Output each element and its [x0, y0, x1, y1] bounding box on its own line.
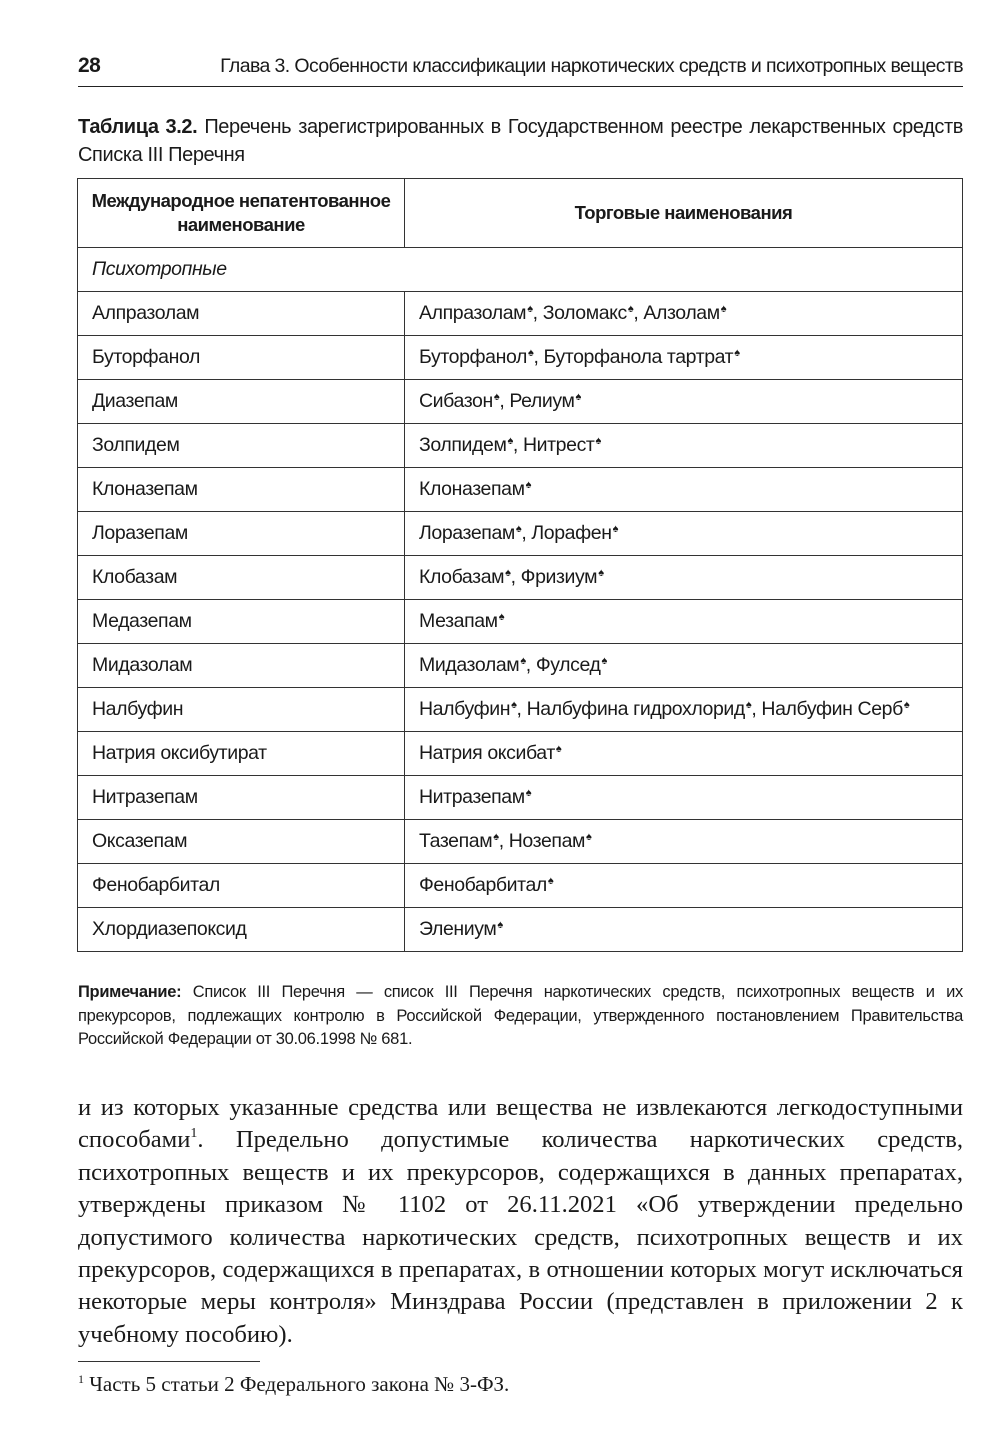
spade-marker-icon: ♠	[720, 303, 727, 315]
note-text: Список III Перечня — список III Перечня наркотических средств, психотропных веществ и их прекурсоров, подлежащих контролю в Российской Федерации, утвержденного постановлением Правительства Российской Федерации от 30.06.1998 № 681.	[78, 983, 963, 1048]
footnote	[78, 1370, 963, 1398]
inn-cell: Налбуфин	[78, 688, 405, 732]
table-row	[78, 776, 963, 820]
trade-names-cell: Алпразолам♠, Золомакс♠, Алзолам♠	[405, 292, 963, 336]
group-label: Психотропные	[78, 248, 963, 292]
trade-name: Золомакс	[542, 302, 627, 324]
spade-marker-icon: ♠	[598, 567, 604, 579]
trade-name: Фризиум	[520, 566, 598, 588]
spade-marker-icon: ♠	[515, 523, 522, 535]
inn-cell: Мидазолам	[78, 644, 405, 688]
trade-name: Натрия оксибат	[419, 742, 555, 764]
spade-marker-icon: ♠	[595, 435, 601, 447]
trade-names-cell	[405, 776, 963, 820]
inn-cell: Клоназепам	[78, 468, 405, 512]
table-row	[78, 688, 963, 732]
page-number: 28	[78, 54, 101, 77]
inn-cell: Буторфанол	[78, 336, 405, 380]
spade-marker-icon: ♠	[575, 391, 581, 403]
inn-cell: Оксазепам	[78, 820, 405, 864]
spade-marker-icon: ♠	[520, 655, 526, 667]
body-text-part1: и из которых указанные средства или вещества не извлекаются легкодоступными способами	[78, 1094, 963, 1154]
table-row	[78, 336, 963, 380]
trade-name: Налбуфина гидрохлорид	[526, 698, 745, 720]
trade-name: Нитразепам	[419, 786, 525, 808]
table-header-row	[78, 179, 963, 248]
trade-name: Налбуфин Серб	[761, 698, 903, 720]
trade-name: Буторфанола тартрат	[543, 346, 734, 368]
trade-name: Нозепам	[508, 830, 586, 852]
note-label: Примечание:	[78, 983, 182, 1001]
trade-name: Нитрест	[522, 434, 595, 456]
trade-names-cell	[405, 864, 963, 908]
spade-marker-icon: ♠	[493, 831, 499, 843]
trade-name: Фулсед	[535, 654, 601, 676]
trade-name: Золпидем	[419, 434, 507, 456]
trade-name: Фенобарбитал	[419, 874, 547, 896]
group-row	[78, 248, 963, 292]
table-row	[78, 380, 963, 424]
col-header-inn: Международное непатентованное наименование	[78, 179, 405, 248]
inn-cell: Медазепам	[78, 600, 405, 644]
footnote-text: Часть 5 статьи 2 Федерального закона № 3-ФЗ.	[89, 1372, 510, 1396]
trade-names-cell: Буторфанол♠, Буторфанола тартрат♠	[405, 336, 963, 380]
trade-names-cell	[405, 600, 963, 644]
trade-name: Лорафен	[531, 522, 612, 544]
trade-names-cell: Клобазам♠, Фризиум♠	[405, 556, 963, 600]
trade-names-cell	[405, 732, 963, 776]
trade-name: Элениум	[419, 918, 497, 940]
trade-names-cell	[405, 468, 963, 512]
inn-cell: Диазепам	[78, 380, 405, 424]
spade-marker-icon: ♠	[525, 787, 532, 799]
table-row	[78, 820, 963, 864]
spade-marker-icon: ♠	[601, 655, 607, 667]
trade-name: Лоразепам	[419, 522, 515, 544]
footnote-ref: 1	[190, 1126, 198, 1142]
table-row	[78, 864, 963, 908]
trade-name: Мидазолам	[419, 654, 520, 676]
trade-names-cell: Лоразепам♠, Лорафен♠	[405, 512, 963, 556]
spade-marker-icon: ♠	[493, 391, 500, 403]
table-caption-label: Таблица 3.2.	[78, 116, 198, 138]
inn-cell: Нитразепам	[78, 776, 405, 820]
trade-name: Сибазон	[419, 390, 493, 412]
inn-cell: Лоразепам	[78, 512, 405, 556]
trade-name: Алпразолам	[419, 302, 527, 324]
trade-name: Тазепам	[419, 830, 493, 852]
table-row	[78, 512, 963, 556]
table-note	[78, 981, 963, 1052]
table-row	[78, 292, 963, 336]
table-row	[78, 908, 963, 952]
trade-name: Клоназепам	[419, 478, 525, 500]
trade-name: Клобазам	[419, 566, 505, 588]
trade-names-cell	[405, 908, 963, 952]
trade-name: Буторфанол	[419, 346, 527, 368]
body-paragraph	[78, 1092, 963, 1351]
inn-cell: Хлордиазепоксид	[78, 908, 405, 952]
spade-marker-icon: ♠	[627, 303, 634, 315]
spade-marker-icon: ♠	[612, 523, 619, 535]
trade-names-cell: Тазепам♠, Нозепам♠	[405, 820, 963, 864]
spade-marker-icon: ♠	[505, 567, 511, 579]
trade-name: Релиум	[509, 390, 575, 412]
table-row	[78, 424, 963, 468]
spade-marker-icon: ♠	[734, 347, 740, 359]
inn-cell: Золпидем	[78, 424, 405, 468]
col-header-trade: Торговые наименования	[405, 179, 963, 248]
trade-name: Алзолам	[643, 302, 720, 324]
footnote-divider	[78, 1361, 260, 1362]
inn-cell: Алпразолам	[78, 292, 405, 336]
table-row	[78, 468, 963, 512]
spade-marker-icon: ♠	[527, 347, 534, 359]
spade-marker-icon: ♠	[498, 611, 505, 623]
table-caption-text: Перечень зарегистрированных в Государственном реестре лекарственных средств Списка III Перечня	[78, 116, 963, 166]
spade-marker-icon: ♠	[507, 435, 513, 447]
trade-names-cell: Мидазолам♠, Фулсед♠	[405, 644, 963, 688]
spade-marker-icon: ♠	[555, 743, 562, 755]
spade-marker-icon: ♠	[511, 699, 517, 711]
inn-cell: Фенобарбитал	[78, 864, 405, 908]
table-row	[78, 556, 963, 600]
footnote-number: 1	[78, 1372, 84, 1386]
table-row	[78, 644, 963, 688]
body-text-part2: . Предельно допустимые количества наркотических средств, психотропных веществ и их прекурсоров, содержащихся в данных препаратах, утверждены приказом № 1102 от 26.11.2021 «Об утверждении предельно допустимого количества наркотических средств, психотропных веществ и их прекурсоров, содержащихся в препаратах, в отношении которых могут исключаться некоторые меры контроля» Минздрава России (представлен в приложении 2 к учебному пособию).	[78, 1126, 963, 1348]
trade-name: Налбуфин	[419, 698, 511, 720]
trade-names-cell: Налбуфин♠, Налбуфина гидрохлорид♠, Налбуфин Серб♠	[405, 688, 963, 732]
table-row	[78, 732, 963, 776]
running-head: Глава 3. Особенности классификации наркотических средств и психотропных веществ	[220, 55, 963, 77]
spade-marker-icon: ♠	[547, 875, 554, 887]
spade-marker-icon: ♠	[903, 699, 910, 711]
table-caption	[78, 113, 963, 169]
inn-cell: Клобазам	[78, 556, 405, 600]
inn-cell: Натрия оксибутират	[78, 732, 405, 776]
table-row	[78, 600, 963, 644]
page-header	[78, 52, 963, 87]
trade-names-cell: Сибазон♠, Релиум♠	[405, 380, 963, 424]
drug-table	[77, 178, 963, 952]
spade-marker-icon: ♠	[527, 303, 533, 315]
spade-marker-icon: ♠	[586, 831, 592, 843]
trade-names-cell: Золпидем♠, Нитрест♠	[405, 424, 963, 468]
spade-marker-icon: ♠	[525, 479, 532, 491]
spade-marker-icon: ♠	[497, 919, 503, 931]
spade-marker-icon: ♠	[745, 699, 752, 711]
trade-name: Мезапам	[419, 610, 498, 632]
